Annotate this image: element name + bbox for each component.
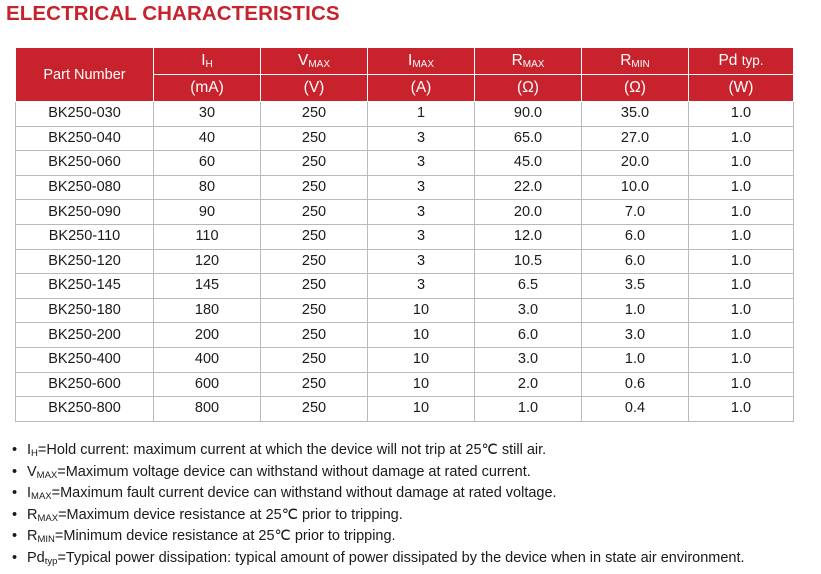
bullet-icon: •: [12, 506, 18, 523]
cell-rmax: 10.5: [475, 249, 582, 274]
cell-part-number: BK250-180: [16, 298, 154, 323]
cell-rmin: 0.6: [582, 372, 689, 397]
note-text: =Maximum device resistance at 25℃ prior to tripping.: [58, 506, 403, 523]
electrical-characteristics-table: [15, 47, 794, 422]
header-pd-unit: (W): [689, 75, 794, 102]
header-pd-symbol: Pd: [718, 52, 738, 69]
table-row: [16, 200, 794, 225]
header-ih-subscript: H: [205, 59, 213, 70]
header-rmin-symbol: R: [620, 52, 632, 69]
cell-ih: 40: [154, 126, 261, 151]
cell-part-number: BK250-400: [16, 347, 154, 372]
header-vmax-unit: (V): [261, 75, 368, 102]
table-row: [16, 323, 794, 348]
cell-pd: 1.0: [689, 224, 794, 249]
bullet-icon: •: [12, 485, 18, 502]
cell-vmax: 250: [261, 102, 368, 127]
header-vmax-subscript: MAX: [308, 59, 330, 70]
header-pd: [689, 48, 794, 75]
cell-ih: 180: [154, 298, 261, 323]
note-text: =Minimum device resistance at 25℃ prior to tripping.: [54, 528, 396, 545]
cell-part-number: BK250-600: [16, 372, 154, 397]
cell-part-number: BK250-800: [16, 397, 154, 422]
header-imax: [368, 48, 475, 75]
note-item: [12, 462, 820, 484]
cell-part-number: BK250-090: [16, 200, 154, 225]
table-row: [16, 151, 794, 176]
cell-rmin: 10.0: [582, 175, 689, 200]
cell-rmin: 7.0: [582, 200, 689, 225]
cell-vmax: 250: [261, 200, 368, 225]
cell-vmax: 250: [261, 175, 368, 200]
cell-part-number: BK250-120: [16, 249, 154, 274]
cell-rmax: 22.0: [475, 175, 582, 200]
cell-pd: 1.0: [689, 151, 794, 176]
header-rmax: [475, 48, 582, 75]
cell-ih: 80: [154, 175, 261, 200]
note-item: [12, 505, 820, 527]
cell-imax: 10: [368, 347, 475, 372]
header-imax-unit: (A): [368, 75, 475, 102]
cell-imax: 10: [368, 323, 475, 348]
cell-part-number: BK250-040: [16, 126, 154, 151]
note-item: [12, 483, 820, 505]
cell-ih: 90: [154, 200, 261, 225]
cell-rmin: 1.0: [582, 298, 689, 323]
cell-ih: 800: [154, 397, 261, 422]
cell-rmax: 20.0: [475, 200, 582, 225]
note-subscript: H: [31, 448, 38, 459]
cell-rmin: 0.4: [582, 397, 689, 422]
cell-ih: 110: [154, 224, 261, 249]
table-row: [16, 224, 794, 249]
bullet-icon: •: [12, 463, 18, 480]
header-rmax-symbol: R: [511, 52, 523, 69]
cell-imax: 3: [368, 224, 475, 249]
cell-rmin: 6.0: [582, 224, 689, 249]
bullet-icon: •: [12, 442, 18, 458]
cell-imax: 1: [368, 102, 475, 127]
cell-imax: 3: [368, 274, 475, 299]
cell-rmin: 6.0: [582, 249, 689, 274]
header-vmax: [261, 48, 368, 75]
note-text: =Maximum voltage device can withstand without damage at rated current.: [57, 463, 531, 480]
header-ih-unit: (mA): [154, 75, 261, 102]
note-subscript: typ: [44, 555, 58, 567]
cell-rmin: 3.5: [582, 274, 689, 299]
cell-part-number: BK250-030: [16, 102, 154, 127]
note-symbol: Pd: [27, 549, 45, 566]
cell-imax: 3: [368, 249, 475, 274]
table-row: [16, 249, 794, 274]
cell-rmax: 6.0: [475, 323, 582, 348]
cell-rmax: 6.5: [475, 274, 582, 299]
header-imax-symbol: I: [408, 52, 413, 69]
header-ih-symbol: I: [201, 52, 206, 69]
cell-imax: 10: [368, 372, 475, 397]
cell-imax: 3: [368, 126, 475, 151]
header-part-number: Part Number: [16, 48, 154, 102]
cell-vmax: 250: [261, 249, 368, 274]
cell-ih: 145: [154, 274, 261, 299]
cell-vmax: 250: [261, 224, 368, 249]
cell-pd: 1.0: [689, 372, 794, 397]
note-item: [12, 440, 820, 462]
cell-pd: 1.0: [689, 274, 794, 299]
cell-vmax: 250: [261, 397, 368, 422]
cell-part-number: BK250-200: [16, 323, 154, 348]
cell-vmax: 250: [261, 274, 368, 299]
note-subscript: MAX: [31, 491, 52, 503]
cell-imax: 3: [368, 151, 475, 176]
header-rmin-unit: (Ω): [582, 75, 689, 102]
cell-pd: 1.0: [689, 298, 794, 323]
notes-list: [12, 440, 820, 570]
cell-ih: 400: [154, 347, 261, 372]
cell-pd: 1.0: [689, 347, 794, 372]
cell-rmin: 27.0: [582, 126, 689, 151]
cell-rmax: 1.0: [475, 397, 582, 422]
cell-rmin: 3.0: [582, 323, 689, 348]
table-row: [16, 175, 794, 200]
header-rmax-subscript: MAX: [522, 59, 545, 70]
cell-rmax: 12.0: [475, 224, 582, 249]
cell-ih: 30: [154, 102, 261, 127]
cell-vmax: 250: [261, 372, 368, 397]
cell-ih: 120: [154, 249, 261, 274]
cell-vmax: 250: [261, 151, 368, 176]
header-imax-subscript: MAX: [412, 59, 434, 70]
table-body: [16, 102, 794, 422]
page-title: ELECTRICAL CHARACTERISTICS: [6, 2, 340, 25]
cell-part-number: BK250-110: [16, 224, 154, 249]
cell-pd: 1.0: [689, 126, 794, 151]
cell-rmax: 45.0: [475, 151, 582, 176]
table-row: [16, 126, 794, 151]
note-subscript: MAX: [37, 512, 59, 524]
table-row: [16, 372, 794, 397]
table-row: [16, 298, 794, 323]
cell-imax: 3: [368, 200, 475, 225]
note-symbol: I: [27, 485, 32, 502]
cell-rmax: 90.0: [475, 102, 582, 127]
cell-rmax: 3.0: [475, 298, 582, 323]
cell-pd: 1.0: [689, 102, 794, 127]
table-row: [16, 397, 794, 422]
table-row: [16, 274, 794, 299]
note-subscript: MAX: [36, 469, 58, 481]
cell-part-number: BK250-060: [16, 151, 154, 176]
cell-rmax: 2.0: [475, 372, 582, 397]
note-symbol: R: [27, 506, 38, 523]
cell-imax: 10: [368, 397, 475, 422]
cell-rmax: 3.0: [475, 347, 582, 372]
table-row: [16, 347, 794, 372]
cell-pd: 1.0: [689, 323, 794, 348]
cell-imax: 3: [368, 175, 475, 200]
cell-pd: 1.0: [689, 200, 794, 225]
header-pd-suffix: typ.: [741, 53, 764, 68]
table-header: [16, 48, 794, 102]
cell-ih: 200: [154, 323, 261, 348]
cell-pd: 1.0: [689, 397, 794, 422]
cell-vmax: 250: [261, 298, 368, 323]
cell-rmin: 35.0: [582, 102, 689, 127]
header-rmin-subscript: MIN: [631, 59, 650, 70]
header-rmax-unit: (Ω): [475, 75, 582, 102]
cell-pd: 1.0: [689, 175, 794, 200]
note-text: =Maximum fault current device can withstand without damage at rated voltage.: [51, 485, 557, 502]
header-rmin: [582, 48, 689, 75]
cell-part-number: BK250-145: [16, 274, 154, 299]
cell-imax: 10: [368, 298, 475, 323]
cell-rmin: 1.0: [582, 347, 689, 372]
header-vmax-symbol: V: [297, 52, 309, 69]
cell-pd: 1.0: [689, 249, 794, 274]
cell-vmax: 250: [261, 323, 368, 348]
note-symbol: R: [27, 528, 38, 545]
cell-ih: 60: [154, 151, 261, 176]
note-text: =Typical power dissipation: typical amount of power dissipated by the device when in state air environment.: [57, 549, 745, 566]
cell-ih: 600: [154, 372, 261, 397]
note-item: [12, 548, 820, 570]
cell-part-number: BK250-080: [16, 175, 154, 200]
note-text: =Hold current: maximum current at which the device will not trip at 25℃ still air.: [37, 442, 547, 458]
header-ih: [154, 48, 261, 75]
note-item: [12, 526, 820, 548]
cell-vmax: 250: [261, 347, 368, 372]
bullet-icon: •: [12, 549, 18, 566]
cell-vmax: 250: [261, 126, 368, 151]
note-subscript: MIN: [37, 534, 55, 546]
bullet-icon: •: [12, 528, 18, 545]
note-symbol: I: [27, 442, 32, 458]
cell-rmin: 20.0: [582, 151, 689, 176]
note-symbol: V: [27, 463, 37, 480]
table-row: [16, 102, 794, 127]
cell-rmax: 65.0: [475, 126, 582, 151]
